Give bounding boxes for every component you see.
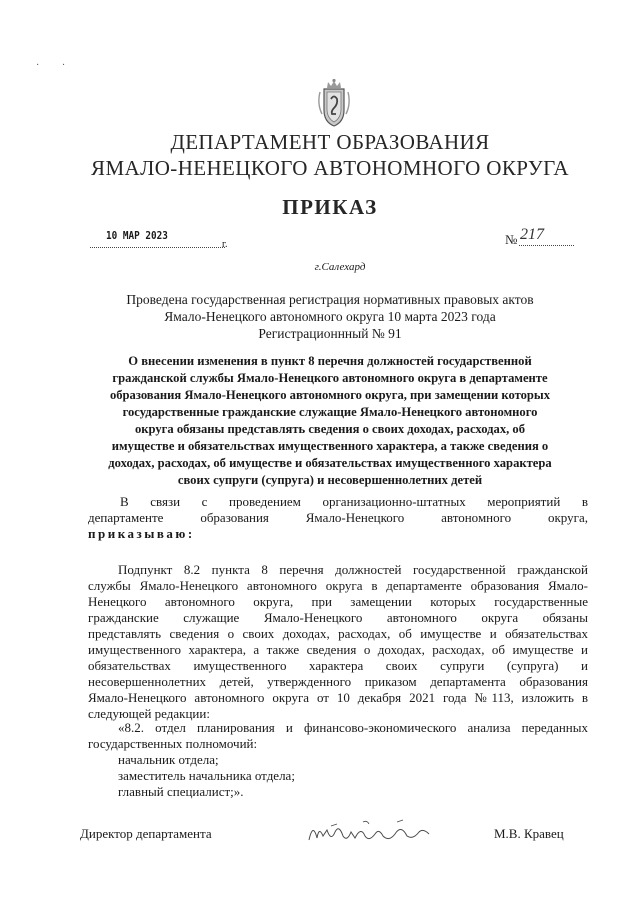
- position-item: начальник отдела;: [118, 752, 219, 767]
- body-line: представлять сведения о своих доходах, расходах, об имуществе и обязательствах: [88, 626, 588, 641]
- body-line: службы Ямало-Ненецкого автономного округа в департаменте образования Ямало-: [88, 578, 588, 593]
- registration-line: Ямало-Ненецкого автономного округа 10 марта 2023 года: [164, 309, 496, 324]
- document-subject: [74, 353, 586, 489]
- order-word: приказываю:: [88, 526, 195, 541]
- position-item: заместитель начальника отдела;: [118, 768, 295, 783]
- document-number: 217: [520, 226, 544, 243]
- body-line: Ненецкого автономного округа, при замещении которых государственные: [88, 594, 588, 609]
- preamble-line: В связи с проведением организационно-штатных мероприятий в: [120, 494, 588, 509]
- subject-line: О внесении изменения в пункт 8 перечня должностей государственной: [128, 354, 532, 368]
- body-line: несовершеннолетних детей, утвержденного приказом департамента образования: [88, 674, 588, 689]
- order-body: [88, 562, 588, 722]
- scan-specks: · ·: [36, 60, 76, 71]
- org-name-line2: ЯМАЛО-НЕНЕЦКОГО АВТОНОМНОГО ОКРУГА: [91, 156, 569, 180]
- subject-line: доходах, расходах, об имуществе и обязательствах имущественного характера: [108, 456, 552, 470]
- subject-line: образования Ямало-Ненецкого автономного округа, при замещении которых: [109, 388, 551, 402]
- document-type: ПРИКАЗ: [282, 195, 378, 219]
- document-date: 10 МАР 2023: [106, 229, 168, 242]
- subject-line: имуществе и обязательствах имущественного характера, а также сведения о: [111, 439, 549, 453]
- subject-line: государственные гражданские служащие Ямало-Ненецкого автономного: [122, 405, 538, 419]
- date-underline: [90, 247, 225, 248]
- body-line: Ямало-Ненецкого автономного округа от 10 декабря 2021 года №113, изложить в: [88, 690, 588, 705]
- number-label: №: [505, 232, 518, 247]
- subject-line: своих супруги (супруга) и несовершеннолетних детей: [177, 473, 483, 487]
- body-line: Подпункт 8.2 пункта 8 перечня должностей государственной гражданской: [118, 562, 588, 577]
- subject-line: округа обязаны представлять сведения о своих доходах, расходах, об: [134, 422, 526, 436]
- org-name-line1: ДЕПАРТАМЕНТ ОБРАЗОВАНИЯ: [170, 130, 490, 154]
- preamble: [88, 494, 588, 526]
- registration-number: Регистрационнный № 91: [258, 326, 402, 341]
- number-underline: [519, 245, 574, 246]
- quoted-edition: [88, 720, 588, 800]
- body-line: имущественного характера, а также сведения о доходах, расходах, об имуществе и: [88, 642, 588, 657]
- preamble-line: департаменте образования Ямало-Ненецкого автономного округа,: [88, 510, 588, 525]
- body-line: гражданские служащие Ямало-Ненецкого автономного округа обязаны: [88, 610, 588, 625]
- registration-line: Проведена государственная регистрация нормативных правовых актов: [126, 292, 534, 307]
- subject-line: гражданской службы Ямало-Ненецкого автономного округа в департаменте: [112, 371, 548, 385]
- city: г.Салехард: [314, 261, 366, 273]
- body-line: следующей редакции:: [88, 706, 210, 721]
- signatory-name: М.В. Кравец: [494, 826, 564, 841]
- body-line: обязательствах имущественного характера своих супруги (супруга) и: [88, 658, 588, 673]
- quote-line: государственных полномочий:: [88, 736, 258, 751]
- registration-note: [60, 291, 600, 342]
- quote-line: «8.2. отдел планирования и финансово-экономического анализа переданных: [118, 720, 588, 735]
- coat-of-arms-icon: [314, 78, 354, 128]
- date-suffix: г.: [222, 239, 228, 250]
- position-item: главный специалист;».: [118, 784, 244, 799]
- signatory-title: Директор департамента: [80, 826, 212, 841]
- handwritten-signature: [305, 812, 435, 848]
